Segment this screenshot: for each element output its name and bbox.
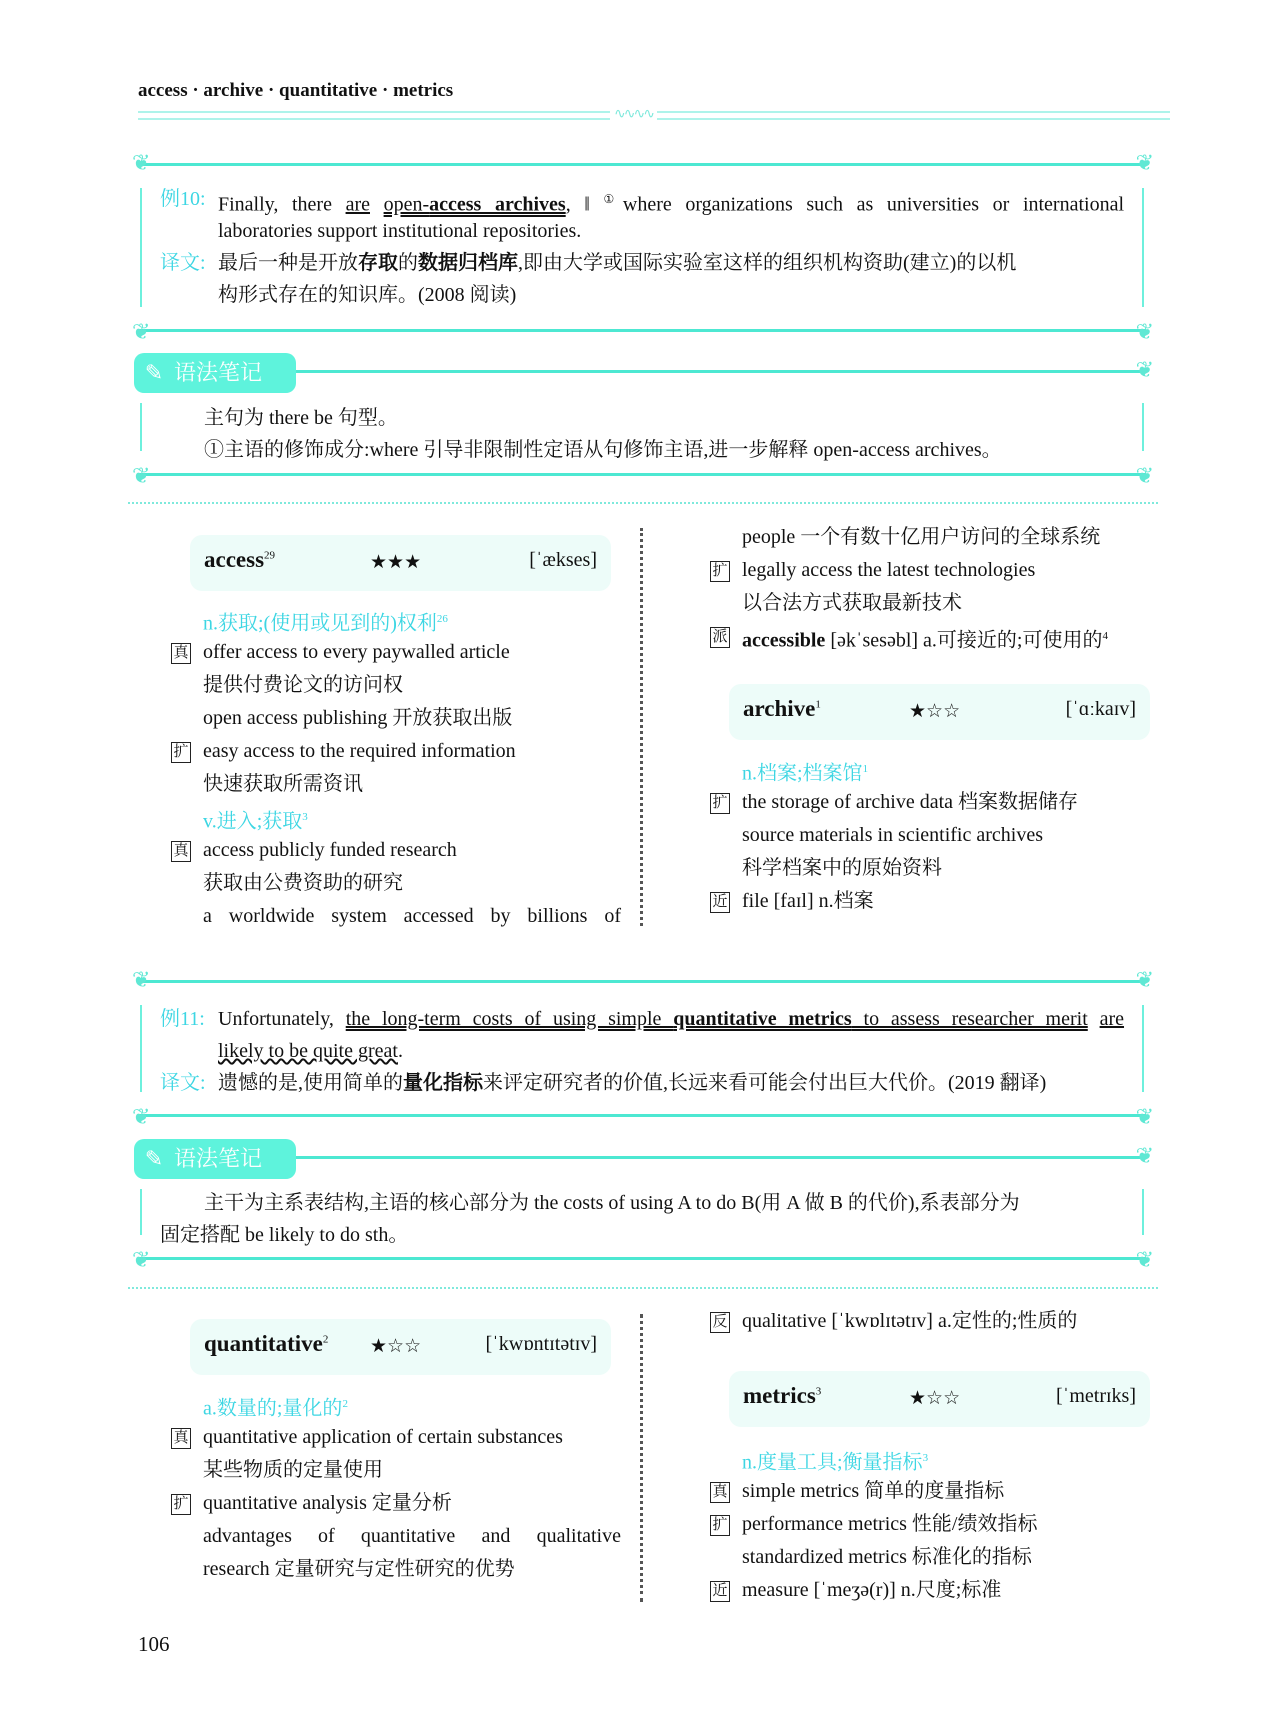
example-sentence-line2: laboratories support institutional repositories. <box>218 220 582 242</box>
line-text: people 一个有数十亿用户访问的全球系统 <box>742 526 1101 548</box>
example-sentence-line2: likely to be quite great. <box>218 1040 403 1062</box>
label-tag-icon: 近 <box>710 1581 730 1602</box>
example-phrase <box>171 834 621 867</box>
corner-ornament-icon: ❦ <box>1135 319 1154 344</box>
sense-definition <box>710 1442 1160 1475</box>
line-text: 某些物质的定量使用 <box>203 1459 383 1481</box>
label: 译文 <box>160 252 200 274</box>
example-phrase <box>710 1574 1160 1607</box>
example-10-box <box>132 150 1154 344</box>
line-text: easy access to the required information <box>203 740 516 762</box>
tab-label: 语法笔记 <box>174 360 263 385</box>
entry-line <box>710 819 1160 852</box>
line-text: standardized metrics 标准化的指标 <box>742 1546 1032 1568</box>
example-label <box>160 184 206 214</box>
grammar-note-line: 主干为主系表结构,主语的核心部分为 the costs of using A to do B(用 A 做 B 的代价),系表部分为 <box>204 1192 1020 1214</box>
subject: to assess researcher merit <box>851 1008 1088 1030</box>
line-text: a worldwide system accessed by billions of <box>203 905 621 927</box>
entry-quantitative <box>171 1319 621 1586</box>
entry-lines <box>171 603 621 933</box>
keyword: 数据归档库 <box>418 252 518 274</box>
colon: : <box>199 1008 205 1030</box>
corner-ornament-icon: ❦ <box>132 463 151 488</box>
example-phrase <box>710 1305 1160 1338</box>
grammar-note-line: 主句为 there be 句型。 <box>204 407 398 429</box>
frequency: 29 <box>264 549 276 562</box>
frequency: 2 <box>322 1333 329 1346</box>
line-text: the storage of archive data 档案数据储存 <box>742 791 1079 813</box>
headword-box <box>729 684 1150 740</box>
line-text: 以合法方式获取最新技术 <box>742 592 962 614</box>
example-phrase <box>171 735 621 768</box>
frequency: 1 <box>815 698 821 711</box>
line-text: 快速获取所需资讯 <box>203 773 363 795</box>
header-ornament-icon: ∿∿∿∿ <box>610 106 657 123</box>
entry-access <box>171 535 621 933</box>
line-text: open access publishing 开放获取出版 <box>203 707 513 729</box>
subject: the long-term costs of using simple <box>345 1008 674 1030</box>
example-11-box <box>132 967 1154 1129</box>
example-phrase <box>710 1475 1160 1508</box>
entry-line <box>171 669 621 702</box>
subject: open- <box>383 193 430 216</box>
headword: access$^{29}$ <box>204 547 276 572</box>
phonetic: [ˈkwɒntɪtətɪv] <box>485 1333 597 1355</box>
note-marker: ① <box>603 192 623 206</box>
example-phrase <box>710 1508 1160 1541</box>
entry-lines <box>710 1442 1160 1607</box>
page-number: 106 <box>138 1632 170 1656</box>
entry-lines <box>710 753 1160 918</box>
translation-label: 译文: <box>160 1072 206 1094</box>
example-phrase <box>171 636 621 669</box>
column-divider <box>640 1314 653 1602</box>
grammar-note-line: 固定搭配 be likely to do sth。 <box>160 1224 409 1246</box>
entry-line <box>171 1454 621 1487</box>
line-text: [əkˈsesəbl] a.可接近的;可使用的 <box>825 629 1103 652</box>
label-tag-icon: 反 <box>710 1312 730 1333</box>
example-sentence-line1 <box>218 1004 1124 1034</box>
entry-quantitative-continued <box>710 1305 1160 1607</box>
frequency: 26 <box>436 613 448 625</box>
star-rating: ★☆☆ <box>909 1388 961 1409</box>
entry-line <box>710 587 1160 620</box>
line-text: a.数量的;量化的 <box>203 1397 343 1420</box>
example-phrase <box>171 1487 621 1520</box>
frequency: 3 <box>815 1385 822 1398</box>
pen-icon: ✎ <box>144 1146 164 1171</box>
text: where organizations such as universities or international <box>622 193 1125 216</box>
headword: archive$^1$ <box>743 696 821 721</box>
corner-ornament-icon: ❦ <box>132 967 151 992</box>
entry-line <box>710 521 1160 554</box>
column-divider <box>640 528 653 926</box>
label-tag-icon: 派 <box>710 627 730 648</box>
phonetic: [ˈækses] <box>529 549 597 571</box>
predicate: are <box>1099 1008 1125 1030</box>
frequency: 3 <box>922 1452 929 1464</box>
sense-definition <box>171 801 621 834</box>
line-text: quantitative application of certain substances <box>203 1426 563 1448</box>
corner-ornament-icon: ❦ <box>1135 1143 1154 1168</box>
headword-box <box>190 1319 611 1375</box>
example-phrase <box>710 786 1160 819</box>
tab-label: 语法笔记 <box>174 1146 263 1171</box>
section-divider <box>128 1287 1158 1289</box>
running-header: access · archive · quantitative · metrics <box>138 80 454 101</box>
translation-line2: 构形式存在的知识库。(2008 阅读) <box>218 284 517 306</box>
line-text: quantitative analysis 定量分析 <box>203 1492 452 1514</box>
section-divider <box>128 502 1158 504</box>
headword: metrics$^3$ <box>743 1383 822 1408</box>
line-text: offer access to every paywalled article <box>203 641 510 663</box>
example-number: 例11 <box>160 1008 200 1030</box>
sense-definition <box>171 603 621 636</box>
entry-lines <box>710 521 1160 653</box>
corner-ornament-icon: ❦ <box>132 150 151 175</box>
entry-lines <box>171 1388 621 1586</box>
subject-keyword: quantitative metrics <box>673 1008 852 1030</box>
frequency: 2 <box>342 1398 348 1410</box>
label-tag-icon: 真 <box>710 1482 730 1503</box>
example-phrase <box>710 554 1160 587</box>
text: 最后一种是开放 <box>218 252 358 274</box>
star-rating: ★★★ <box>370 552 422 573</box>
pen-icon: ✎ <box>144 360 164 385</box>
line-text: legally access the latest technologies <box>742 559 1036 581</box>
example-number: 例10 <box>160 188 200 210</box>
corner-ornament-icon: ❦ <box>1135 150 1154 175</box>
line-text: file [faɪl] n.档案 <box>742 890 874 912</box>
label-tag-icon: 真 <box>171 1428 191 1449</box>
phonetic: [ˈmetrɪks] <box>1056 1385 1136 1407</box>
derived-word: accessible <box>742 629 826 652</box>
predicative: likely to be quite great <box>218 1040 398 1062</box>
corner-ornament-icon: ❦ <box>1135 1104 1154 1129</box>
line-text: simple metrics 简单的度量指标 <box>742 1480 1005 1502</box>
grammar-note-tab <box>134 1139 296 1179</box>
subject-keyword: access archives <box>429 193 566 216</box>
corner-ornament-icon: ❦ <box>132 1247 151 1272</box>
label-tag-icon: 扩 <box>171 742 191 763</box>
frequency: 4 <box>1102 630 1108 642</box>
entry-line <box>171 867 621 900</box>
line-text: performance metrics 性能/绩效指标 <box>742 1513 1038 1535</box>
corner-ornament-icon: ❦ <box>1135 967 1154 992</box>
entry-line <box>171 768 621 801</box>
text: ,即由大学或国际实验室这样的组织机构资助(建立)的以机 <box>518 252 1017 274</box>
star-rating: ★☆☆ <box>909 701 961 722</box>
corner-ornament-icon: ❦ <box>1135 1247 1154 1272</box>
entry-line <box>171 1553 621 1586</box>
star-rating: ★☆☆ <box>370 1336 422 1357</box>
corner-ornament-icon: ❦ <box>132 1104 151 1129</box>
text: , ‖ <box>565 193 604 216</box>
line-text: qualitative [ˈkwɒlɪtətɪv] a.定性的;性质的 <box>742 1310 1078 1332</box>
example-label <box>160 1004 205 1034</box>
phonetic: [ˈɑːkaɪv] <box>1065 698 1136 720</box>
label-tag-icon: 扩 <box>710 561 730 582</box>
entry-access-continued <box>710 521 1160 918</box>
line-text: v.进入;获取 <box>203 810 303 833</box>
colon: : <box>200 188 206 210</box>
line-text: research 定量研究与定性研究的优势 <box>203 1558 515 1580</box>
entry-line <box>710 1541 1160 1574</box>
entry-line <box>171 702 621 735</box>
label-tag-icon: 近 <box>710 892 730 913</box>
entry-line <box>710 852 1160 885</box>
frequency: 3 <box>302 811 308 823</box>
line-text: measure [ˈmeʒə(r)] n.尺度;标准 <box>742 1579 1002 1601</box>
entry-line <box>171 900 621 933</box>
line-text: n.获取;(使用或见到的)权利 <box>203 612 437 635</box>
label-tag-icon: 扩 <box>710 1515 730 1536</box>
example-phrase <box>710 885 1160 918</box>
label-tag-icon: 扩 <box>171 1494 191 1515</box>
headword-box <box>729 1371 1150 1427</box>
entry-lines <box>710 1305 1160 1338</box>
text <box>370 194 384 216</box>
line-text: n.度量工具;衡量指标 <box>742 1451 923 1474</box>
keyword: 存取 <box>358 252 398 274</box>
predicate: are <box>345 193 370 216</box>
sense-definition <box>171 1388 621 1421</box>
text: Finally, there <box>218 193 346 216</box>
headword: quantitative$^2$ <box>204 1331 329 1356</box>
text: 的 <box>398 252 418 274</box>
grammar-note-tab <box>134 353 296 393</box>
line-text: access publicly funded research <box>203 839 457 861</box>
corner-ornament-icon: ❦ <box>1135 463 1154 488</box>
example-phrase <box>171 1421 621 1454</box>
label-tag-icon: 扩 <box>710 793 730 814</box>
translation-line1 <box>218 248 1124 278</box>
label-tag-icon: 真 <box>171 643 191 664</box>
translation-label: 译文: <box>160 252 206 274</box>
label: 译文 <box>160 1072 200 1094</box>
line-text: 获取由公费资助的研究 <box>203 872 403 894</box>
frequency: 1 <box>862 763 869 775</box>
corner-ornament-icon: ❦ <box>1135 357 1154 382</box>
example-phrase <box>710 620 1160 653</box>
sense-definition <box>710 753 1160 786</box>
line-text: source materials in scientific archives <box>742 824 1043 846</box>
corner-ornament-icon: ❦ <box>132 319 151 344</box>
line-text: n.档案;档案馆 <box>742 762 863 785</box>
keyword: 量化指标 <box>403 1072 483 1094</box>
grammar-note-line: ①主语的修饰成分:where 引导非限制性定语从句修饰主语,进一步解释 open-access archives。 <box>204 439 1002 461</box>
example-sentence-line1 <box>218 184 1124 220</box>
line-text: advantages of quantitative and qualitative <box>203 1525 621 1547</box>
text: Unfortunately, <box>218 1008 346 1030</box>
headword-box <box>190 535 611 591</box>
label-tag-icon: 真 <box>171 841 191 862</box>
line-text: 提供付费论文的访问权 <box>203 674 403 696</box>
entry-line <box>171 1520 621 1553</box>
line-text: 科学档案中的原始资料 <box>742 857 942 879</box>
translation-line: 遗憾的是,使用简单的量化指标来评定研究者的价值,长远来看可能会付出巨大代价。(2019 翻译) <box>218 1072 1047 1094</box>
